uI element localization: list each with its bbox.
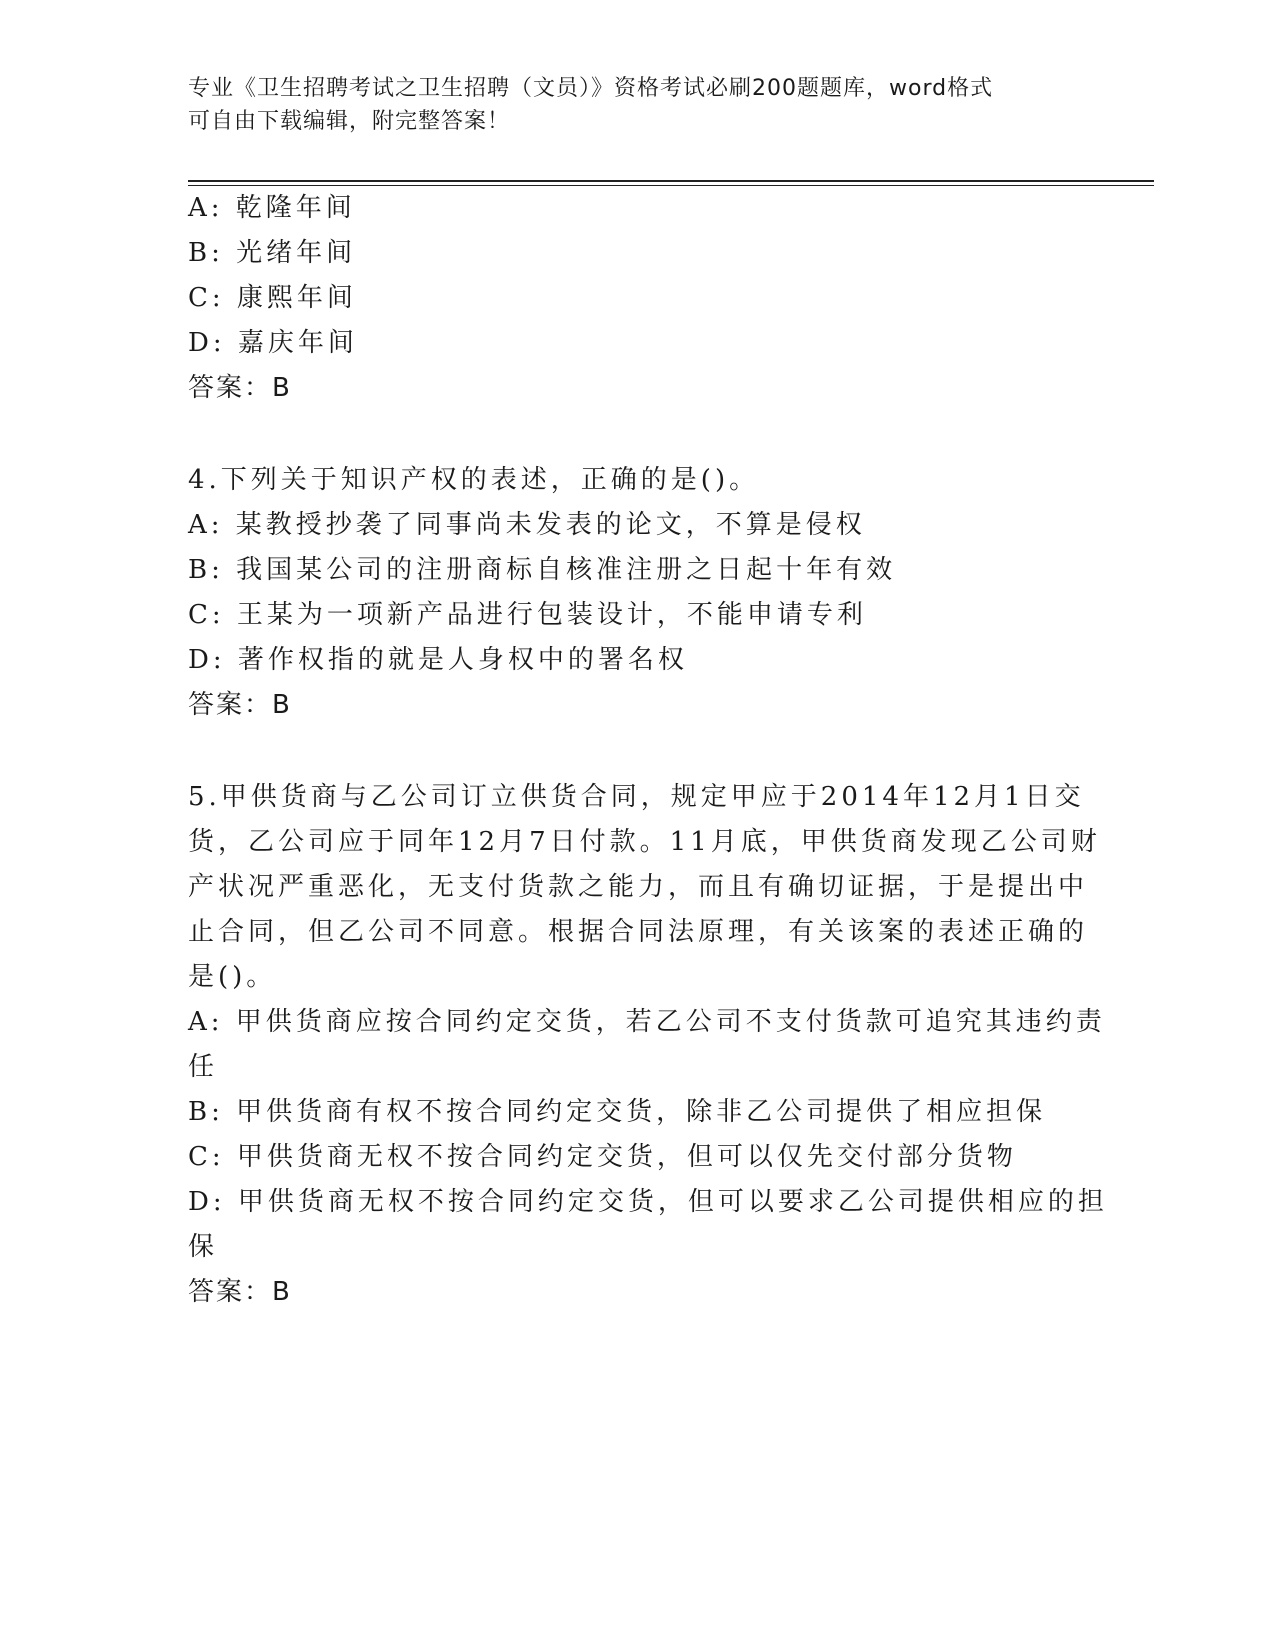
q5-stem-line: 产状况严重恶化，无支付货款之能力，而且有确切证据，于是提出中 [188,872,1089,902]
q3-option-c: C: 康熙年间 [188,283,357,313]
q3-option-a: A: 乾隆年间 [188,193,356,223]
q5-option-c: C: 甲供货商无权不按合同约定交货，但可以仅先交付部分货物 [188,1142,1017,1172]
q4-option-a: A: 某教授抄袭了同事尚未发表的论文，不算是侵权 [188,510,866,540]
q5-option-d: D: 甲供货商无权不按合同约定交货，但可以要求乙公司提供相应的担 [188,1187,1108,1217]
header-line-2: 可自由下载编辑，附完整答案！ [188,109,511,134]
q4-option-b: B: 我国某公司的注册商标自核准注册之日起十年有效 [188,555,897,585]
q4-option-d: D: 著作权指的就是人身权中的署名权 [188,645,688,675]
q5-stem-line: 止合同，但乙公司不同意。根据合同法原理，有关该案的表述正确的 [188,917,1089,947]
q3-answer: 答案：B [188,373,292,403]
q5-answer: 答案：B [188,1277,292,1307]
q5-stem-line: 是()。 [188,962,277,992]
header-line-1: 专业《卫生招聘考试之卫生招聘（文员）》资格考试必刷200题题库，word格式 [188,76,994,101]
q5-stem-line: 货，乙公司应于同年12月7日付款。11月底，甲供货商发现乙公司财 [188,827,1101,857]
document-header [188,72,1088,138]
q4-answer: 答案：B [188,690,292,720]
q5-option-a: A: 甲供货商应按合同约定交货，若乙公司不支付货款可追究其违约责 [188,1007,1106,1037]
q5-option-d-cont: 保 [188,1232,219,1262]
header-rule-thin [188,185,1154,186]
q3-option-d: D: 嘉庆年间 [188,328,358,358]
q5-stem-line: 5.甲供货商与乙公司订立供货合同，规定甲应于2014年12月1日交 [188,782,1085,812]
q5-option-a-cont: 任 [188,1052,219,1082]
q4-stem: 4.下列关于知识产权的表述，正确的是()。 [188,465,760,495]
q4-option-c: C: 王某为一项新产品进行包装设计，不能申请专利 [188,600,867,630]
q5-option-b: B: 甲供货商有权不按合同约定交货，除非乙公司提供了相应担保 [188,1097,1047,1127]
q3-option-b: B: 光绪年间 [188,238,357,268]
header-rule-thick [188,180,1154,182]
